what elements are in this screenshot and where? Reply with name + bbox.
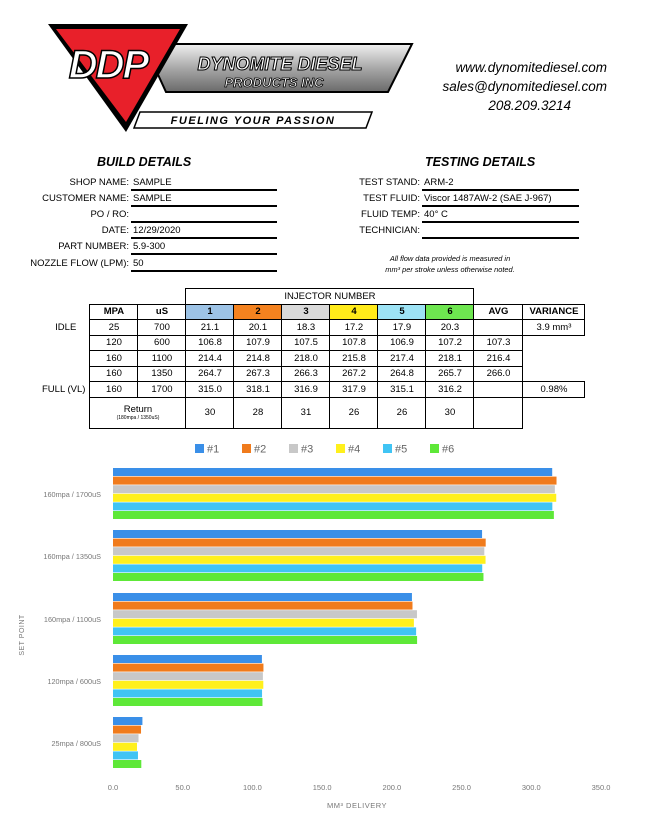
legend-label-6: #6 (442, 443, 455, 456)
table-group-header-row (42, 289, 585, 305)
cell-variance (523, 351, 585, 367)
cell-variance (523, 366, 585, 382)
phone-number: 208.209.3214 (488, 98, 571, 113)
bar-injector-4-3 (113, 619, 414, 627)
category-label-5: 25mpa / 800uS (51, 738, 101, 748)
legend-label-4: #4 (348, 443, 361, 456)
cell-return-avg (474, 397, 523, 428)
test-stand-label: TEST STAND: (359, 177, 420, 188)
cell-mpa: 120 (90, 335, 138, 351)
legend-label-2: #2 (254, 443, 267, 456)
cell-injector-4: 215.8 (330, 351, 378, 367)
shop-name-value: SAMPLE (131, 176, 277, 191)
legend-swatch-2 (242, 444, 251, 453)
cell-avg: 216.4 (474, 351, 523, 367)
cell-avg (474, 382, 523, 398)
cell-mpa: 25 (90, 320, 138, 336)
chart-bars (113, 468, 557, 768)
cell-injector-1: 214.4 (186, 351, 234, 367)
cell-injector-2: 214.8 (234, 351, 282, 367)
x-tick-label-4: 150.0 (312, 783, 332, 792)
row-label (42, 335, 90, 351)
bar-injector-2-5 (113, 726, 141, 734)
x-tick-label-1: 0.0 (107, 783, 119, 792)
cell-injector-1: 106.8 (186, 335, 234, 351)
bar-injector-2-1 (113, 477, 557, 485)
cell-us: 600 (138, 335, 186, 351)
customer-name-label: CUSTOMER NAME: (42, 193, 129, 204)
logo-name-line2: PRODUCTS INC (224, 75, 324, 90)
bar-injector-6-3 (113, 636, 417, 644)
cell-injector-3: 18.3 (282, 320, 330, 336)
x-tick-label-6: 250.0 (452, 783, 471, 792)
shop-name-label: SHOP NAME: (69, 177, 129, 188)
cell-injector-3: 266.3 (282, 366, 330, 382)
bar-injector-5-5 (113, 751, 138, 759)
logo-name-line1: DYNOMITE DIESEL (197, 54, 363, 74)
technician-label: TECHNICIAN: (359, 225, 420, 236)
category-label-1: 160mpa / 1700uS (43, 489, 101, 499)
return-sublabel: (180mpa / 1350uS) (116, 415, 160, 421)
logo-letters: DDP (68, 43, 148, 87)
cell-injector-6: 107.2 (426, 335, 474, 351)
legend-label-3: #3 (301, 443, 314, 456)
build-details-title: BUILD DETAILS (97, 155, 192, 169)
col-injector-6-header: 6 (426, 304, 474, 320)
category-label-4: 120mpa / 600uS (47, 676, 101, 686)
cell-us: 1350 (138, 366, 186, 382)
legend-swatch-6 (430, 444, 439, 453)
part-number-label: PART NUMBER: (58, 241, 129, 252)
cell-return-3: 31 (282, 397, 330, 428)
test-fluid-value: Viscor 1487AW-2 (SAE J-967) (422, 192, 579, 207)
company-logo (48, 22, 416, 134)
cell-injector-1: 315.0 (186, 382, 234, 398)
bar-injector-4-2 (113, 556, 486, 564)
cell-avg (474, 320, 523, 336)
legend-label-1: #1 (207, 443, 220, 456)
row-label (42, 366, 90, 382)
cell-us: 1700 (138, 382, 186, 398)
bar-injector-5-1 (113, 502, 552, 510)
part-number-value: 5.9-300 (131, 240, 277, 255)
chart-x-axis-label: MM³ DELIVERY (326, 801, 388, 810)
date-label: DATE: (101, 225, 129, 236)
website-link[interactable]: www.dynomitediesel.com (455, 60, 607, 75)
bar-injector-1-3 (113, 593, 412, 601)
bar-injector-3-3 (113, 610, 417, 618)
technician-value (422, 224, 579, 239)
cell-avg: 266.0 (474, 366, 523, 382)
fluid-temp-value: 40° C (422, 208, 579, 223)
cell-injector-4: 17.2 (330, 320, 378, 336)
bar-injector-5-3 (113, 627, 416, 635)
category-label-2: 160mpa / 1350uS (43, 551, 101, 561)
col-us-header: uS (138, 304, 186, 320)
delivery-bar-chart (0, 430, 647, 825)
cell-injector-3: 316.9 (282, 382, 330, 398)
bar-injector-5-4 (113, 689, 262, 697)
test-stand-value: ARM-2 (422, 176, 579, 191)
bar-injector-6-2 (113, 573, 483, 581)
bar-injector-5-2 (113, 564, 482, 572)
cell-variance: 0.98% (523, 382, 585, 398)
bar-injector-2-2 (113, 539, 486, 547)
cell-injector-4: 317.9 (330, 382, 378, 398)
po-ro-label: PO / RO: (90, 209, 129, 220)
bar-injector-3-5 (113, 734, 139, 742)
flow-data-note-line2: mm³ per stroke unless otherwise noted. (385, 265, 515, 274)
cell-injector-5: 264.8 (378, 366, 426, 382)
cell-return-6: 30 (426, 397, 474, 428)
legend-swatch-1 (195, 444, 204, 453)
table-row (42, 366, 585, 382)
legend-swatch-5 (383, 444, 392, 453)
cell-injector-1: 264.7 (186, 366, 234, 382)
po-ro-value (131, 208, 277, 223)
injector-flow-table (42, 288, 585, 429)
bar-injector-4-1 (113, 494, 556, 502)
fluid-temp-label: FLUID TEMP: (361, 209, 420, 220)
col-injector-3-header: 3 (282, 304, 330, 320)
cell-injector-3: 107.5 (282, 335, 330, 351)
table-row (42, 351, 585, 367)
chart-x-ticks (108, 783, 611, 792)
logo-tagline: FUELING YOUR PASSION (170, 115, 336, 127)
row-label: FULL (VL) (42, 383, 86, 395)
bar-injector-6-5 (113, 760, 141, 768)
cell-injector-6: 218.1 (426, 351, 474, 367)
cell-injector-2: 267.3 (234, 366, 282, 382)
bar-injector-3-4 (113, 672, 263, 680)
x-tick-label-5: 200.0 (382, 783, 402, 792)
date-value: 12/29/2020 (131, 224, 277, 239)
cell-mpa: 160 (90, 351, 138, 367)
cell-us: 1100 (138, 351, 186, 367)
nozzle-flow-label: NOZZLE FLOW (LPM): (30, 258, 129, 269)
cell-return-4: 26 (330, 397, 378, 428)
table-row (42, 382, 585, 398)
flow-data-note-line1: All flow data provided is measured in (389, 254, 511, 263)
injector-number-header: INJECTOR NUMBER (186, 289, 474, 305)
col-variance-header: VARIANCE (523, 304, 585, 320)
testing-details-title: TESTING DETAILS (425, 155, 536, 169)
bar-injector-3-2 (113, 547, 484, 555)
email-link[interactable]: sales@dynomitediesel.com (442, 79, 607, 94)
cell-mpa: 160 (90, 382, 138, 398)
cell-variance (523, 335, 585, 351)
return-label-cell (90, 397, 186, 428)
table-row (42, 335, 585, 351)
bar-injector-6-1 (113, 511, 554, 519)
cell-mpa: 160 (90, 366, 138, 382)
nozzle-flow-value: 50 (131, 257, 277, 272)
cell-variance: 3.9 mm³ (523, 320, 585, 336)
cell-injector-2: 20.1 (234, 320, 282, 336)
cell-return-2: 28 (234, 397, 282, 428)
x-tick-label-8: 350.0 (591, 783, 611, 792)
bar-injector-1-2 (113, 530, 482, 538)
bar-injector-1-4 (113, 655, 262, 663)
test-fluid-label: TEST FLUID: (363, 193, 420, 204)
cell-us: 700 (138, 320, 186, 336)
cell-injector-6: 20.3 (426, 320, 474, 336)
cell-injector-4: 107.8 (330, 335, 378, 351)
bar-injector-1-1 (113, 468, 552, 476)
cell-injector-2: 318.1 (234, 382, 282, 398)
table-row (42, 320, 585, 336)
cell-injector-3: 218.0 (282, 351, 330, 367)
return-label: Return (123, 404, 153, 415)
x-tick-label-2: 50.0 (175, 783, 191, 792)
row-label: IDLE (55, 321, 77, 333)
legend-swatch-3 (289, 444, 298, 453)
bar-injector-3-1 (113, 485, 555, 493)
x-tick-label-3: 100.0 (243, 783, 262, 792)
table-header-row (42, 304, 585, 320)
cell-injector-1: 21.1 (186, 320, 234, 336)
flow-data-note (355, 253, 545, 275)
col-injector-4-header: 4 (330, 304, 378, 320)
col-mpa-header: MPA (90, 304, 138, 320)
cell-injector-5: 315.1 (378, 382, 426, 398)
cell-return-1: 30 (186, 397, 234, 428)
category-label-3: 160mpa / 1100uS (43, 614, 101, 624)
chart-category-labels (43, 490, 101, 748)
cell-injector-2: 107.9 (234, 335, 282, 351)
cell-injector-5: 217.4 (378, 351, 426, 367)
bar-injector-2-3 (113, 602, 412, 610)
legend-label-5: #5 (395, 443, 408, 456)
chart-y-axis-label: SET POINT (19, 614, 26, 656)
cell-injector-5: 106.9 (378, 335, 426, 351)
x-tick-label-7: 300.0 (521, 783, 541, 792)
col-injector-5-header: 5 (378, 304, 426, 320)
chart-legend (195, 444, 454, 456)
cell-injector-5: 17.9 (378, 320, 426, 336)
customer-name-value: SAMPLE (131, 192, 277, 207)
bar-injector-1-5 (113, 717, 142, 725)
col-avg-header: AVG (474, 304, 523, 320)
bar-injector-6-4 (113, 698, 262, 706)
cell-injector-6: 316.2 (426, 382, 474, 398)
bar-injector-4-5 (113, 743, 137, 751)
bar-injector-2-4 (113, 664, 263, 672)
bar-injector-4-4 (113, 681, 263, 689)
cell-return-5: 26 (378, 397, 426, 428)
legend-swatch-4 (336, 444, 345, 453)
col-injector-2-header: 2 (234, 304, 282, 320)
cell-avg: 107.3 (474, 335, 523, 351)
col-injector-1-header: 1 (186, 304, 234, 320)
cell-injector-6: 265.7 (426, 366, 474, 382)
cell-injector-4: 267.2 (330, 366, 378, 382)
row-label (42, 351, 90, 367)
table-return-row (42, 397, 585, 428)
